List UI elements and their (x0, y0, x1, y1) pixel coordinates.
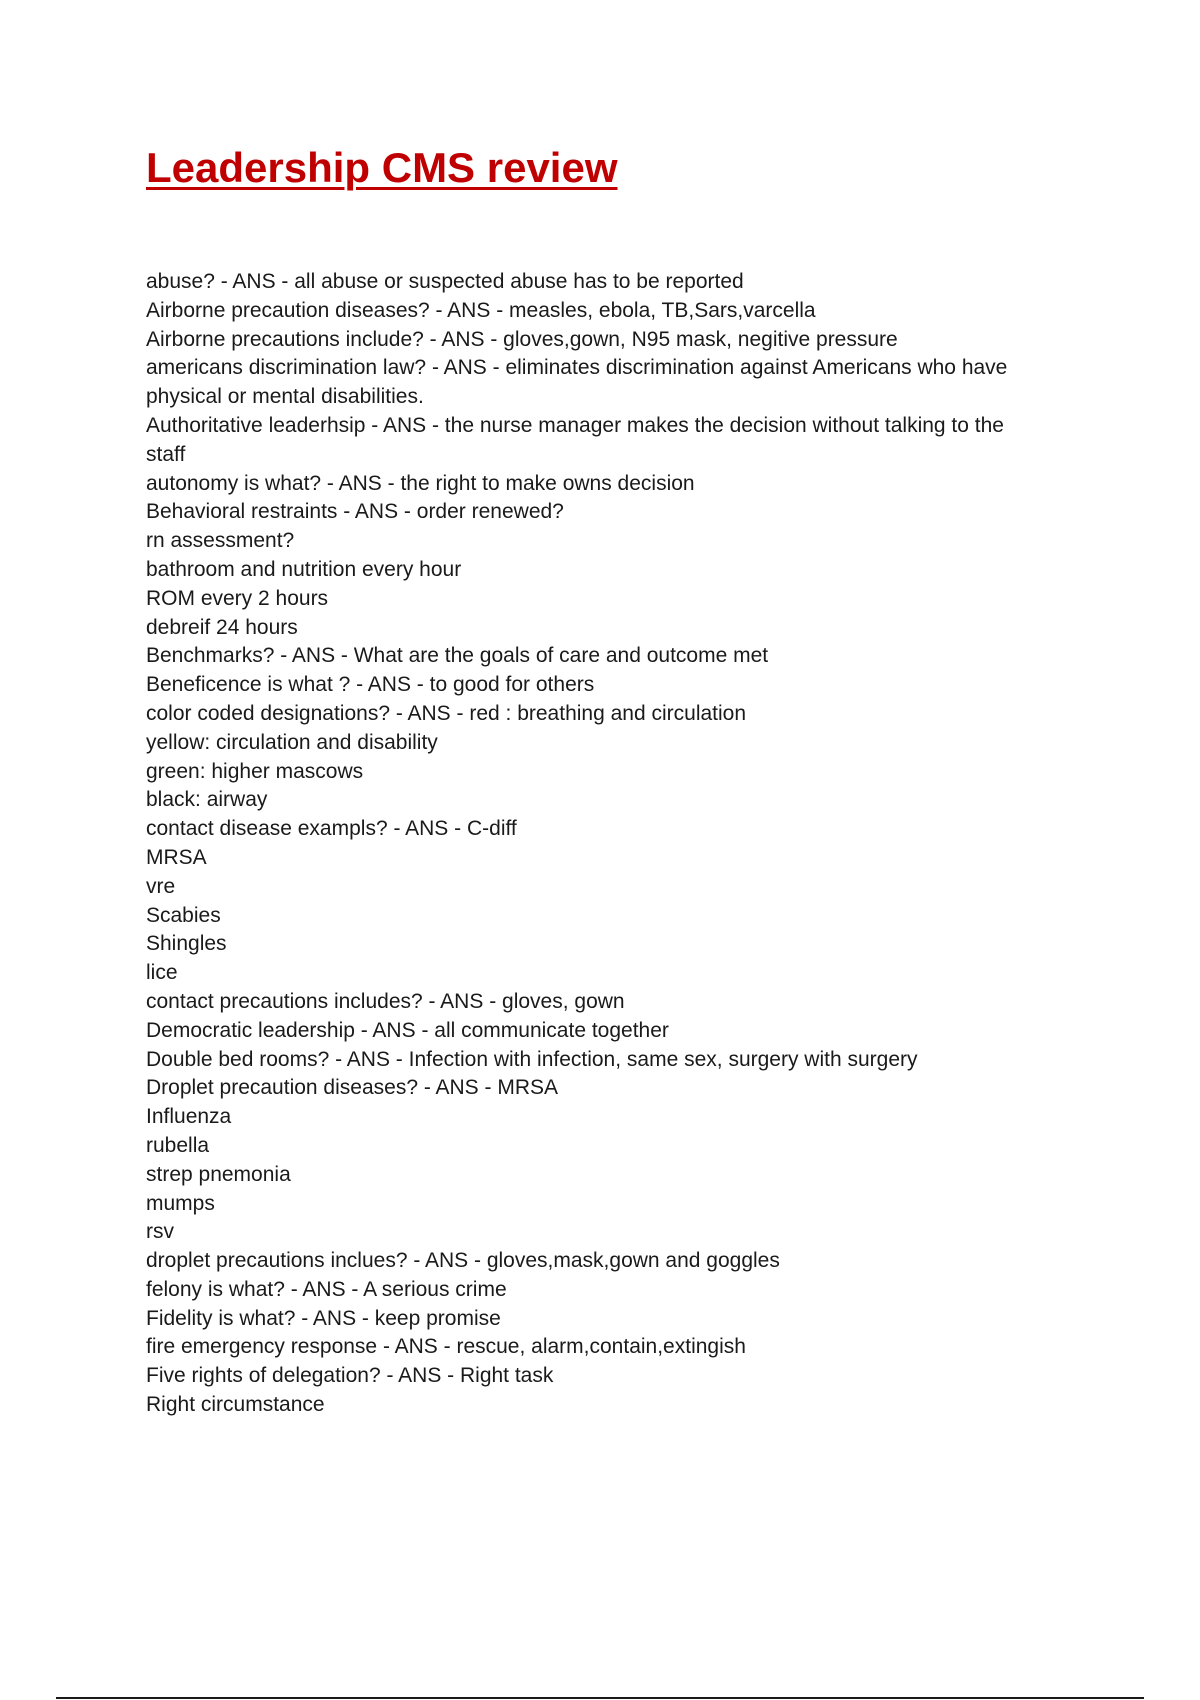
content-line: bathroom and nutrition every hour (146, 557, 462, 581)
content-line: physical or mental disabilities. (146, 385, 424, 409)
content-line: Double bed rooms? - ANS - Infection with infection, same sex, surgery with surgery (146, 1047, 918, 1071)
review-content (146, 268, 1066, 1420)
content-line: Scabies (146, 903, 221, 927)
content-line: mumps (146, 1191, 215, 1215)
content-line: Droplet precaution diseases? - ANS - MRSA (146, 1076, 559, 1100)
content-line: Influenza (146, 1105, 232, 1129)
content-line: Five rights of delegation? - ANS - Right task (146, 1364, 554, 1388)
content-line: contact precautions includes? - ANS - gloves, gown (146, 989, 625, 1013)
content-line: rn assessment? (146, 529, 295, 553)
content-line: americans discrimination law? - ANS - eliminates discrimination against Americans who have (146, 356, 1008, 380)
content-line: strep pnemonia (146, 1162, 291, 1186)
content-line: ROM every 2 hours (146, 586, 329, 610)
content-line: MRSA (146, 845, 207, 869)
content-line: Beneficence is what ? - ANS - to good for others (146, 673, 595, 697)
content-line: black: airway (146, 788, 268, 812)
content-line: autonomy is what? - ANS - the right to make owns decision (146, 471, 695, 495)
content-line: Right circumstance (146, 1393, 325, 1417)
footer-divider (56, 1697, 1144, 1699)
content-line: green: higher mascows (146, 759, 364, 783)
content-line: lice (146, 961, 178, 985)
content-line: Airborne precaution diseases? - ANS - measles, ebola, TB,Sars,varcella (146, 298, 816, 322)
content-line: abuse? - ANS - all abuse or suspected abuse has to be reported (146, 270, 744, 293)
content-line: staff (146, 442, 186, 466)
content-line: rubella (146, 1133, 210, 1157)
document-title: Leadership CMS review (146, 144, 618, 191)
content-line: fire emergency response - ANS - rescue, alarm,contain,extingish (146, 1335, 746, 1359)
content-line: vre (146, 874, 176, 898)
content-line: Shingles (146, 932, 227, 956)
content-line: Authoritative leaderhsip - ANS - the nurse manager makes the decision without talking to the (146, 413, 1004, 437)
content-line: droplet precautions inclues? - ANS - gloves,mask,gown and goggles (146, 1249, 780, 1273)
content-line: debreif 24 hours (146, 615, 298, 639)
content-line: felony is what? - ANS - A serious crime (146, 1277, 507, 1301)
content-line: Democratic leadership - ANS - all communicate together (146, 1018, 669, 1042)
content-line: yellow: circulation and disability (146, 730, 438, 754)
content-line: color coded designations? - ANS - red : breathing and circulation (146, 701, 747, 725)
content-line: Benchmarks? - ANS - What are the goals of care and outcome met (146, 644, 769, 668)
content-line: Airborne precautions include? - ANS - gloves,gown, N95 mask, negitive pressure (146, 327, 898, 351)
content-line: Behavioral restraints - ANS - order renewed? (146, 500, 564, 524)
content-line: rsv (146, 1220, 174, 1244)
content-line: Fidelity is what? - ANS - keep promise (146, 1306, 501, 1330)
content-line: contact disease exampls? - ANS - C-diff (146, 817, 517, 841)
